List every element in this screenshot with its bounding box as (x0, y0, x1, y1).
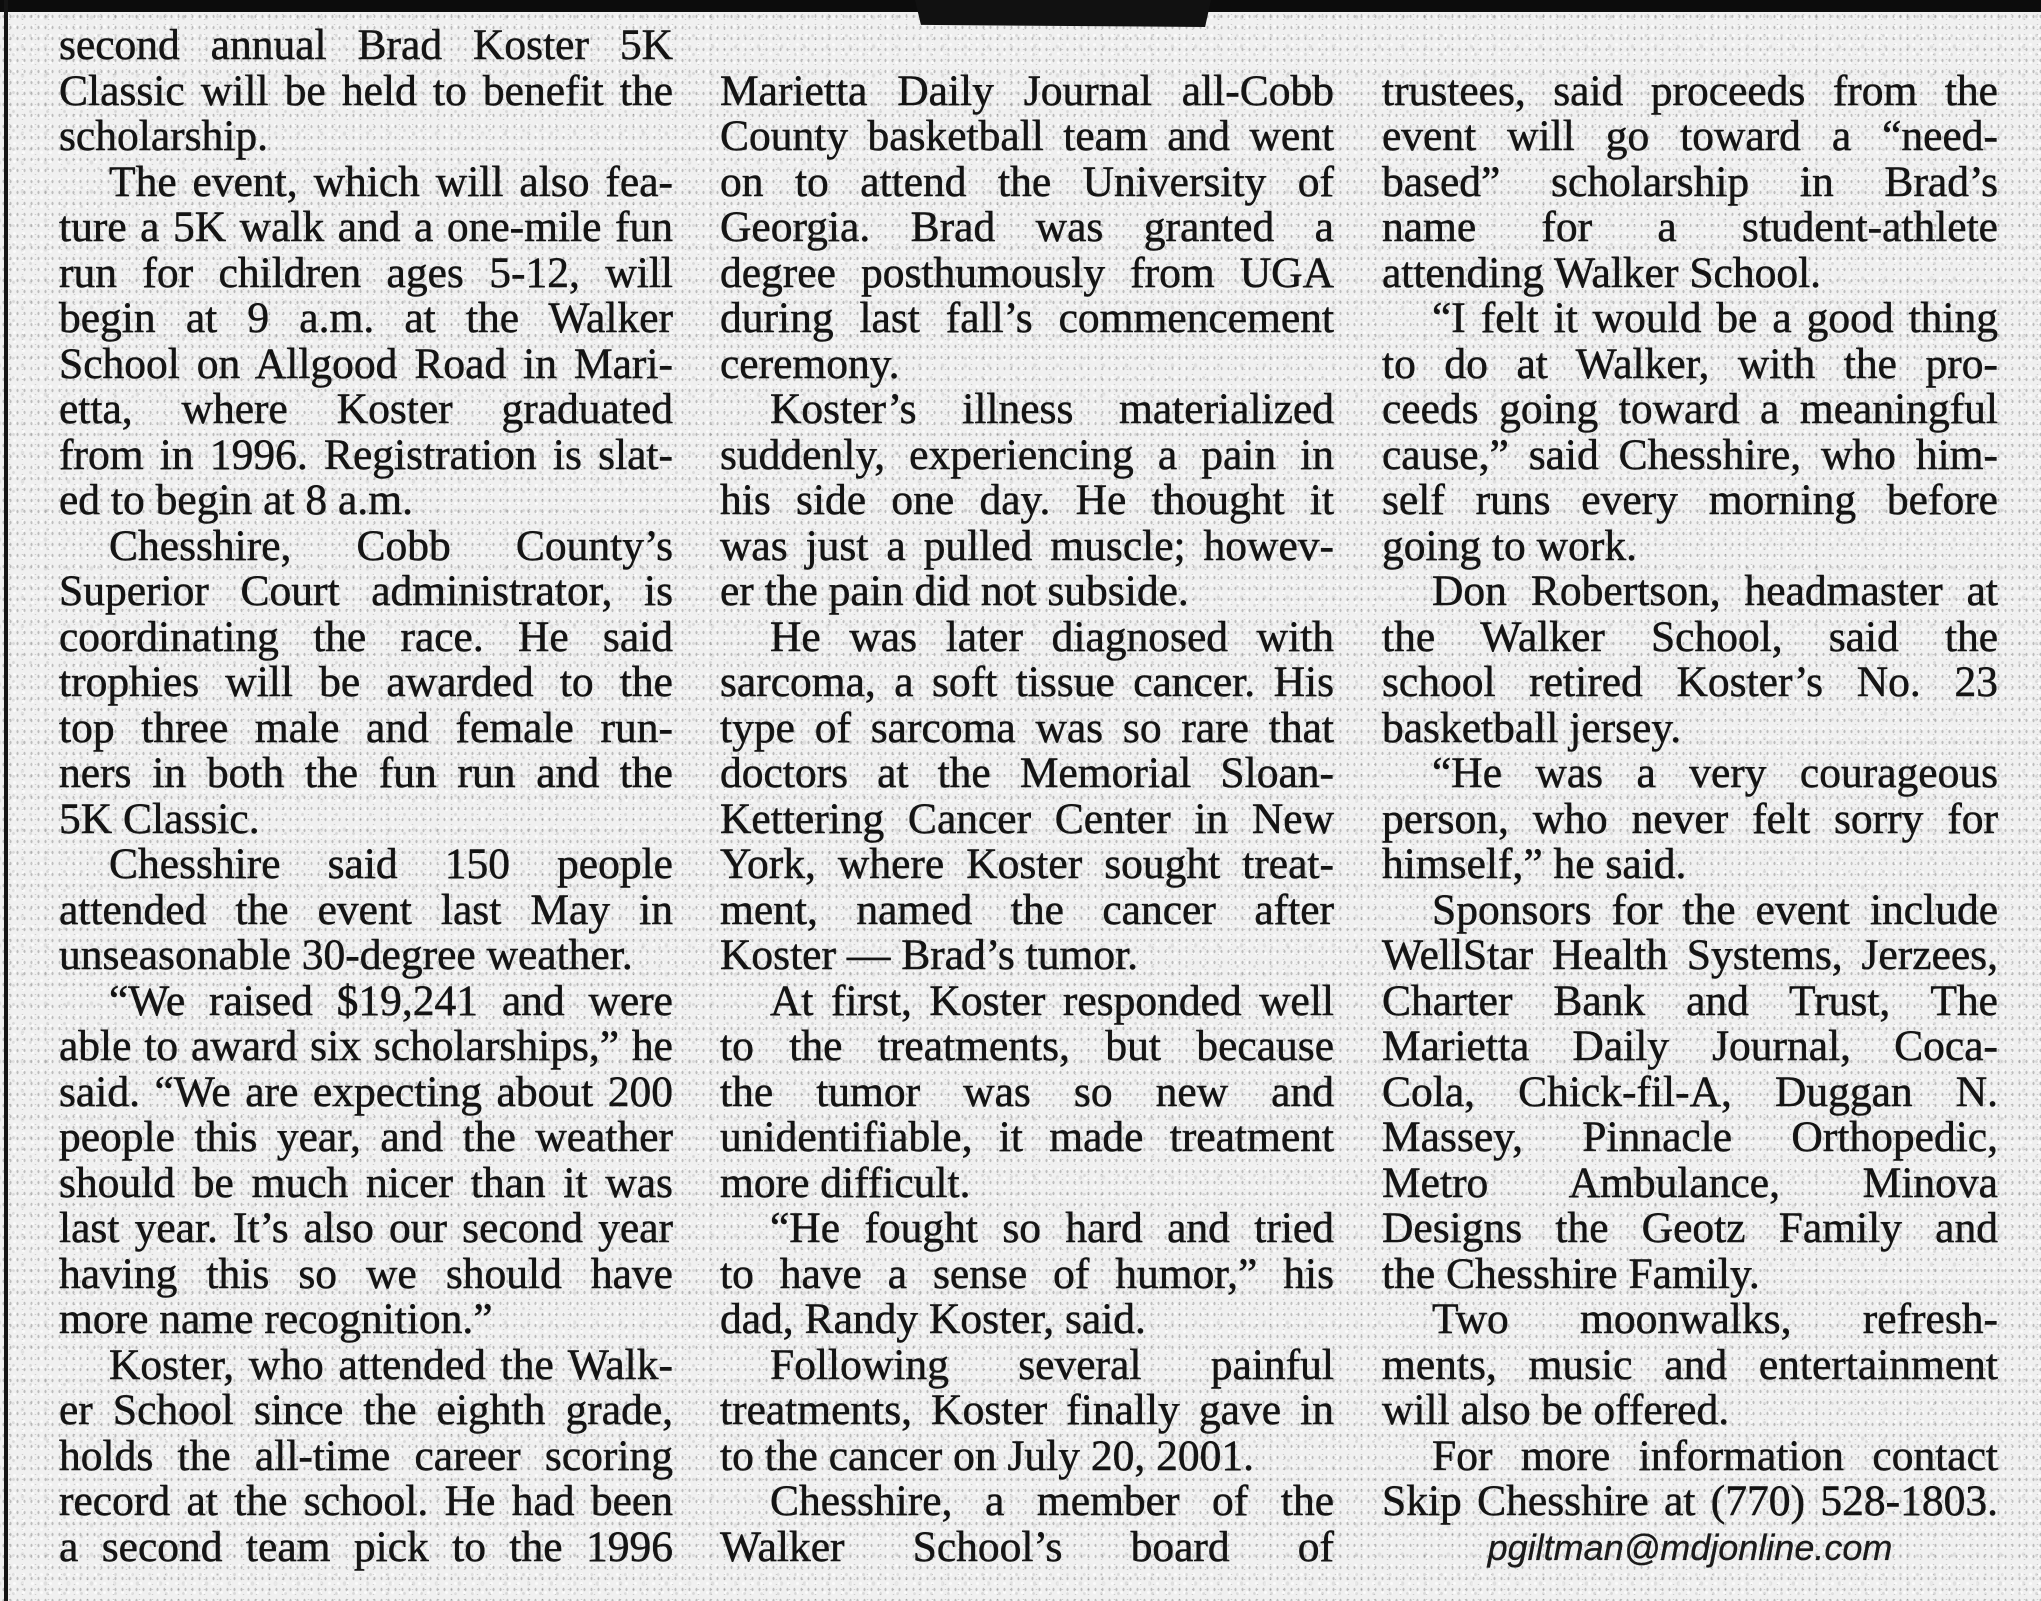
paragraph (1382, 1297, 1998, 1434)
text-line: from in 1996. Registration is slat- (59, 430, 673, 479)
text-line: to the cancer on July 20, 2001. (720, 1431, 1254, 1480)
text-line: He was later diagnosed with (770, 612, 1334, 661)
text-line: during last fall’s commencement (720, 294, 1334, 342)
text-line: self runs every morning before (1382, 476, 1998, 524)
text-line: Classic will be held to benefit the (59, 66, 673, 115)
text-line: the Walker School, said the (1382, 612, 1998, 661)
text-line: ceremony. (720, 339, 900, 388)
text-line: basketball jersey. (1382, 703, 1682, 752)
text-line: holds the all-time career scoring (59, 1431, 673, 1480)
paragraph (1382, 751, 1998, 888)
text-line: Charter Bank and Trust, The (1382, 976, 1998, 1025)
text-line: top three male and female run- (59, 703, 673, 752)
text-line: School on Allgood Road in Mari- (59, 339, 673, 388)
text-line: was just a pulled muscle; howev- (720, 521, 1334, 570)
text-line: type of sarcoma was so rare that (720, 703, 1334, 752)
text-line: treatments, Koster finally gave in (720, 1386, 1334, 1434)
text-line: to do at Walker, with the pro- (1382, 339, 1998, 388)
column-3 (1382, 66, 1998, 1525)
text-line: able to award six scholarships,” he (59, 1022, 673, 1070)
paragraph (1382, 66, 1998, 297)
text-line: sarcoma, a soft tissue cancer. His (720, 658, 1334, 706)
text-line: record at the school. He had been (59, 1477, 673, 1525)
text-line: ceeds going toward a meaningful (1382, 385, 1998, 433)
paragraph (1382, 296, 1998, 569)
text-line: Georgia. Brad was granted a (720, 203, 1334, 251)
paragraph (1382, 1431, 1998, 1525)
text-line: er School since the eighth grade, (59, 1386, 673, 1434)
text-line: Massey, Pinnacle Orthopedic, (1382, 1113, 1998, 1161)
text-line: “I felt it would be a good thing (1432, 294, 1998, 342)
paragraph (59, 842, 673, 979)
text-line: person, who never felt sorry for (1382, 794, 1998, 843)
paragraph (720, 66, 1334, 388)
text-line: doctors at the Memorial Sloan- (720, 749, 1334, 797)
text-line: The event, which will also fea- (109, 157, 673, 206)
text-line: 5K Classic. (59, 794, 260, 843)
text-line: Walker School’s board of (720, 1522, 1334, 1571)
scan-border-top-notch (915, 0, 1211, 27)
text-line: “He fought so hard and tried (770, 1204, 1334, 1252)
text-line: Koster’s illness materialized (770, 385, 1334, 433)
text-line: more name recognition.” (59, 1295, 493, 1343)
text-line: said. “We are expecting about 200 (59, 1067, 673, 1116)
byline-email: pgiltman@mdjonline.com (1487, 1526, 1893, 1568)
text-line: his side one day. He thought it (720, 476, 1334, 524)
text-line: people this year, and the weather (59, 1113, 673, 1161)
paragraph (720, 387, 1334, 615)
text-line: Metro Ambulance, Minova (1382, 1158, 1998, 1207)
text-line: Marietta Daily Journal, Coca- (1382, 1022, 1998, 1070)
text-line: run for children ages 5-12, will (59, 248, 673, 297)
text-line: “We raised $19,241 and were (109, 976, 673, 1025)
text-line: ners in both the fun run and the (59, 749, 673, 797)
text-line: Kettering Cancer Center in New (720, 794, 1334, 843)
text-line: attended the event last May in (59, 885, 673, 934)
text-line: school retired Koster’s No. 23 (1382, 658, 1998, 706)
text-line: suddenly, experiencing a pain in (720, 430, 1334, 479)
text-line: having this so we should have (59, 1249, 673, 1298)
text-line: begin at 9 a.m. at the Walker (59, 294, 673, 342)
text-line: York, where Koster sought treat- (720, 840, 1334, 888)
text-line: will also be offered. (1382, 1386, 1730, 1434)
text-line: Chesshire, a member of the (770, 1477, 1334, 1525)
text-line: WellStar Health Systems, Jerzees, (1382, 931, 1998, 979)
text-line: on to attend the University of (720, 157, 1334, 206)
text-line: unseasonable 30-degree weather. (59, 931, 633, 979)
column-1 (59, 23, 673, 1570)
paragraph (720, 976, 1334, 1207)
paragraph (720, 612, 1334, 979)
text-line: going to work. (1382, 521, 1637, 570)
text-line: ment, named the cancer after (720, 885, 1334, 934)
text-line: trustees, said proceeds from the (1382, 66, 1998, 115)
text-line: ments, music and entertainment (1382, 1340, 1998, 1389)
text-line: Don Robertson, headmaster at (1432, 567, 1998, 615)
text-line: trophies will be awarded to the (59, 658, 673, 706)
text-line: second annual Brad Koster 5K (59, 21, 673, 69)
text-line: should be much nicer than it was (59, 1158, 673, 1207)
text-line: For more information contact (1432, 1431, 1998, 1480)
text-line: County basketball team and went (720, 112, 1334, 160)
text-line: the tumor was so new and (720, 1067, 1334, 1116)
text-line: Marietta Daily Journal all-Cobb (720, 66, 1334, 115)
text-line: cause,” said Chesshire, who him- (1382, 430, 1998, 479)
text-line: Two moonwalks, refresh- (1432, 1295, 1998, 1343)
text-line: Koster, who attended the Walk- (109, 1340, 673, 1389)
paragraph (59, 1340, 673, 1571)
text-line: dad, Randy Koster, said. (720, 1295, 1146, 1343)
text-line: “He was a very courageous (1432, 749, 1998, 797)
text-line: Designs the Geotz Family and (1382, 1204, 1998, 1252)
paragraph (59, 157, 673, 524)
text-line: based” scholarship in Brad’s (1382, 157, 1998, 206)
scan-border-left (4, 0, 8, 1601)
text-line: to have a sense of humor,” his (720, 1249, 1334, 1298)
paragraph (59, 976, 673, 1343)
column-2 (720, 66, 1334, 1571)
text-line: Following several painful (770, 1340, 1334, 1389)
paragraph (1382, 885, 1998, 1298)
paragraph (720, 1479, 1334, 1570)
paragraph (720, 1206, 1334, 1343)
paragraph (59, 23, 673, 160)
text-line: the Chesshire Family. (1382, 1249, 1760, 1298)
text-line: Skip Chesshire at (770) 528-1803. (1382, 1477, 1998, 1525)
text-line: attending Walker School. (1382, 248, 1822, 297)
paragraph (720, 1340, 1334, 1480)
text-line: At first, Koster responded well (770, 976, 1334, 1025)
text-line: Sponsors for the event include (1432, 885, 1998, 934)
text-line: Superior Court administrator, is (59, 567, 673, 615)
text-line: more difficult. (720, 1158, 971, 1207)
text-line: unidentifiable, it made treatment (720, 1113, 1334, 1161)
text-line: himself,” he said. (1382, 840, 1687, 888)
paragraph (59, 521, 673, 843)
text-line: a second team pick to the 1996 (59, 1522, 673, 1571)
text-line: ed to begin at 8 a.m. (59, 476, 413, 524)
text-line: last year. It’s also our second year (59, 1204, 673, 1252)
text-line: to the treatments, but because (720, 1022, 1334, 1070)
paragraph (1382, 569, 1998, 751)
text-line: name for a student-athlete (1382, 203, 1998, 251)
text-line: er the pain did not subside. (720, 567, 1189, 615)
text-line: scholarship. (59, 112, 269, 160)
text-line: Koster — Brad’s tumor. (720, 931, 1139, 979)
text-line: Cola, Chick-fil-A, Duggan N. (1382, 1067, 1998, 1116)
text-line: Chesshire said 150 people (109, 840, 673, 888)
text-line: event will go toward a “need- (1382, 112, 1998, 160)
text-line: etta, where Koster graduated (59, 385, 673, 433)
text-line: coordinating the race. He said (59, 612, 673, 661)
text-line: Chesshire, Cobb County’s (109, 521, 673, 570)
text-line: degree posthumously from UGA (720, 248, 1334, 297)
text-line: ture a 5K walk and a one-mile fun (59, 203, 673, 251)
